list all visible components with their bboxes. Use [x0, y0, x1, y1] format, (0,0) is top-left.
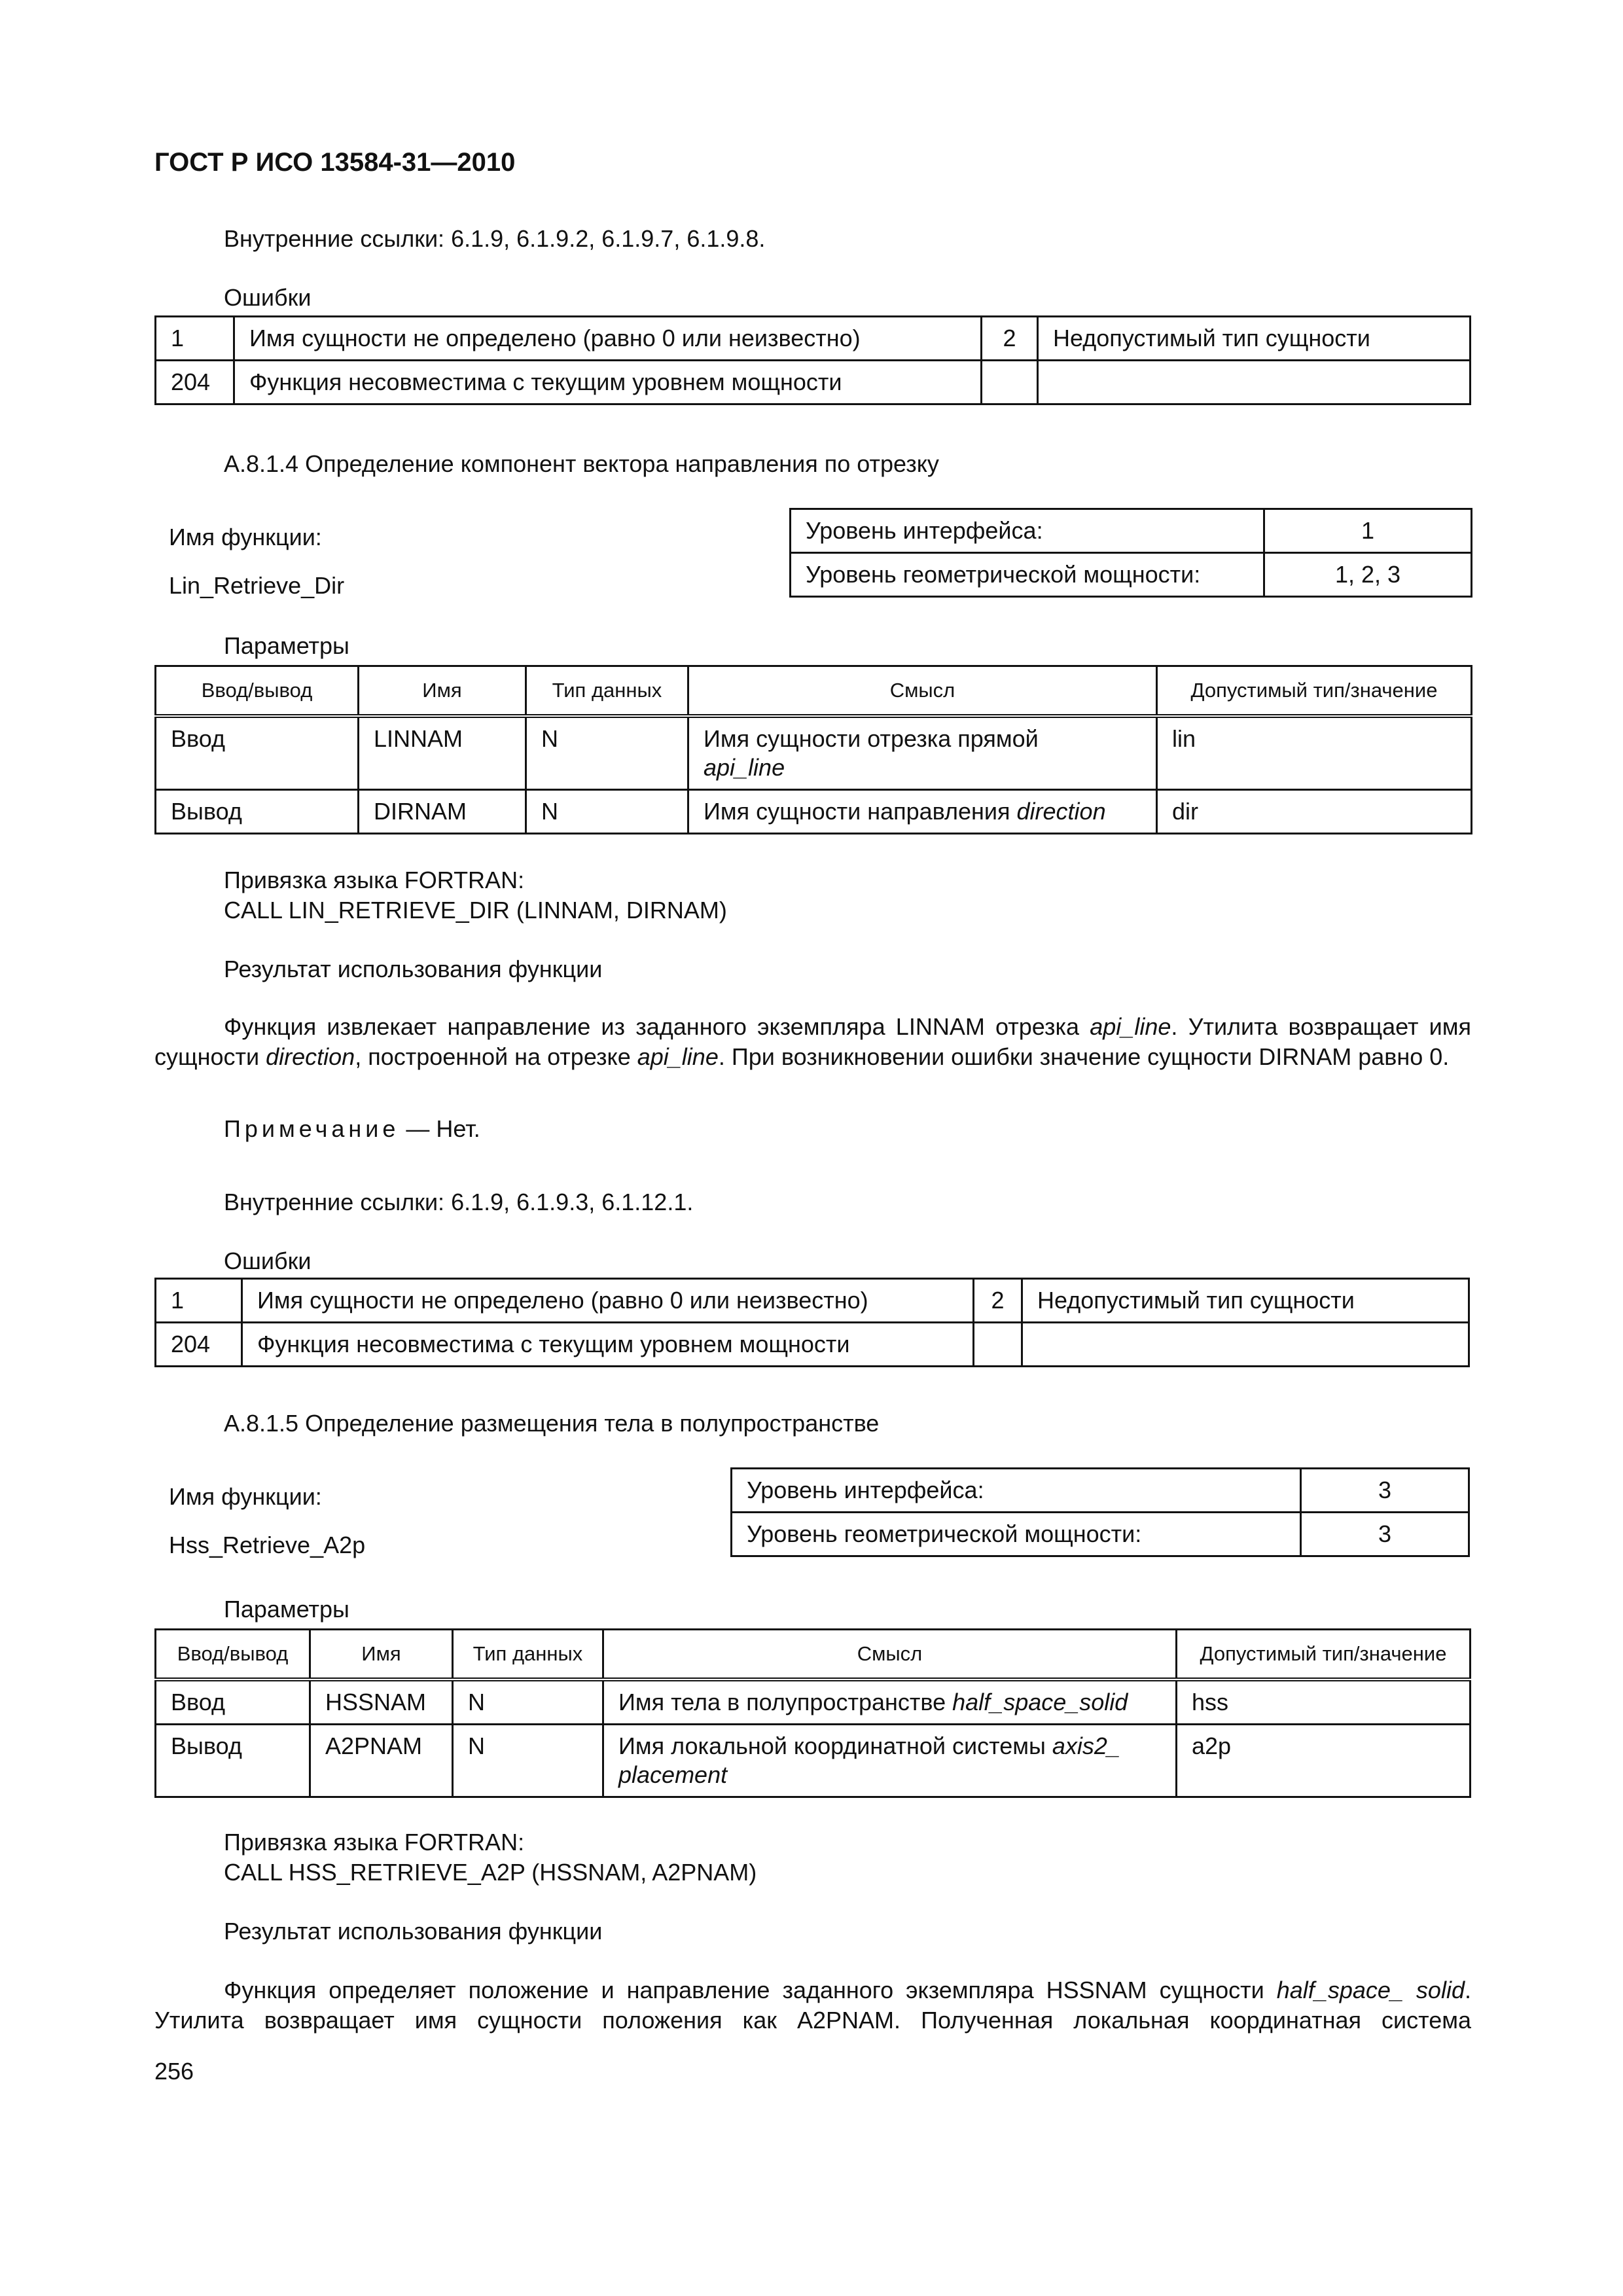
fortran-call: CALL HSS_RETRIEVE_A2P (HSSNAM, A2PNAM): [224, 1859, 757, 1886]
params-label: Параметры: [224, 632, 349, 659]
page-number: 256: [154, 2058, 194, 2085]
function-description: Функция извлекает направление из заданного экземпляра LINNAM отрезка api_line. Утилита возвращает имя сущности direction, построенной на отрезке api_line. При возникновении ошибки значение сущности DIRNAM равно 0.: [154, 1013, 1471, 1070]
table-header-row: Ввод/вывод Имя Тип данных Смысл Допустимый тип/значение: [156, 1630, 1471, 1680]
result-label: Результат использования функции: [224, 1918, 603, 1945]
document-header: ГОСТ Р ИСО 13584-31—2010: [154, 148, 516, 177]
table-row: 1 Имя сущности не определено (равно 0 или неизвестно) 2 Недопустимый тип сущности: [156, 317, 1471, 361]
table-row: Уровень интерфейса: 3: [732, 1469, 1469, 1513]
params-label: Параметры: [224, 1596, 349, 1623]
levels-table-a815: [730, 1467, 1470, 1557]
fortran-label: Привязка языка FORTRAN:: [224, 867, 525, 893]
function-name: Lin_Retrieve_Dir: [169, 572, 345, 599]
function-description: Функция определяет положение и направление заданного экземпляра HSSNAM сущности half_space_ solid. Утилита возвращает имя сущности положения как A2PNAM. Полученная локальная координатная система: [154, 1977, 1471, 2034]
fortran-label: Привязка языка FORTRAN:: [224, 1829, 525, 1856]
errors-label-2: Ошибки: [224, 1247, 312, 1274]
table-header-row: Ввод/вывод Имя Тип данных Смысл Допустимый тип/значение: [156, 666, 1472, 717]
params-table-a815: [154, 1628, 1471, 1798]
table-row: Ввод LINNAM N Имя сущности отрезка прямой api_line lin: [156, 716, 1472, 790]
function-label: Имя функции:: [169, 524, 322, 550]
table-row: 204 Функция несовместима с текущим уровнем мощности: [156, 1323, 1469, 1367]
errors-label-1: Ошибки: [224, 284, 312, 311]
table-row: 204 Функция несовместима с текущим уровнем мощности: [156, 361, 1471, 404]
table-row: Уровень интерфейса: 1: [791, 509, 1472, 553]
internal-refs-2: Внутренние ссылки: 6.1.9, 6.1.9.3, 6.1.12.1.: [224, 1189, 694, 1215]
errors-table-2: [154, 1278, 1470, 1367]
section-heading-a815: А.8.1.5 Определение размещения тела в полупространстве: [224, 1410, 880, 1437]
table-row: Вывод A2PNAM N Имя локальной координатной системы axis2_ placement a2p: [156, 1725, 1471, 1797]
table-row: Уровень геометрической мощности: 3: [732, 1513, 1469, 1556]
errors-table-1: [154, 315, 1471, 405]
table-row: 1 Имя сущности не определено (равно 0 или неизвестно) 2 Недопустимый тип сущности: [156, 1279, 1469, 1323]
note: Примечание — Нет.: [224, 1115, 480, 1142]
internal-refs-1: Внутренние ссылки: 6.1.9, 6.1.9.2, 6.1.9.7, 6.1.9.8.: [224, 225, 766, 252]
function-name: Hss_Retrieve_A2p: [169, 1532, 366, 1558]
table-row: Уровень геометрической мощности: 1, 2, 3: [791, 553, 1472, 597]
params-table-a814: [154, 665, 1472, 834]
levels-table-a814: [789, 508, 1472, 598]
table-row: Ввод HSSNAM N Имя тела в полупространстве half_space_solid hss: [156, 1679, 1471, 1725]
fortran-call: CALL LIN_RETRIEVE_DIR (LINNAM, DIRNAM): [224, 897, 727, 924]
section-heading-a814: А.8.1.4 Определение компонент вектора направления по отрезку: [224, 450, 939, 477]
table-row: Вывод DIRNAM N Имя сущности направления direction dir: [156, 790, 1472, 834]
function-label: Имя функции:: [169, 1483, 322, 1510]
result-label: Результат использования функции: [224, 956, 603, 982]
